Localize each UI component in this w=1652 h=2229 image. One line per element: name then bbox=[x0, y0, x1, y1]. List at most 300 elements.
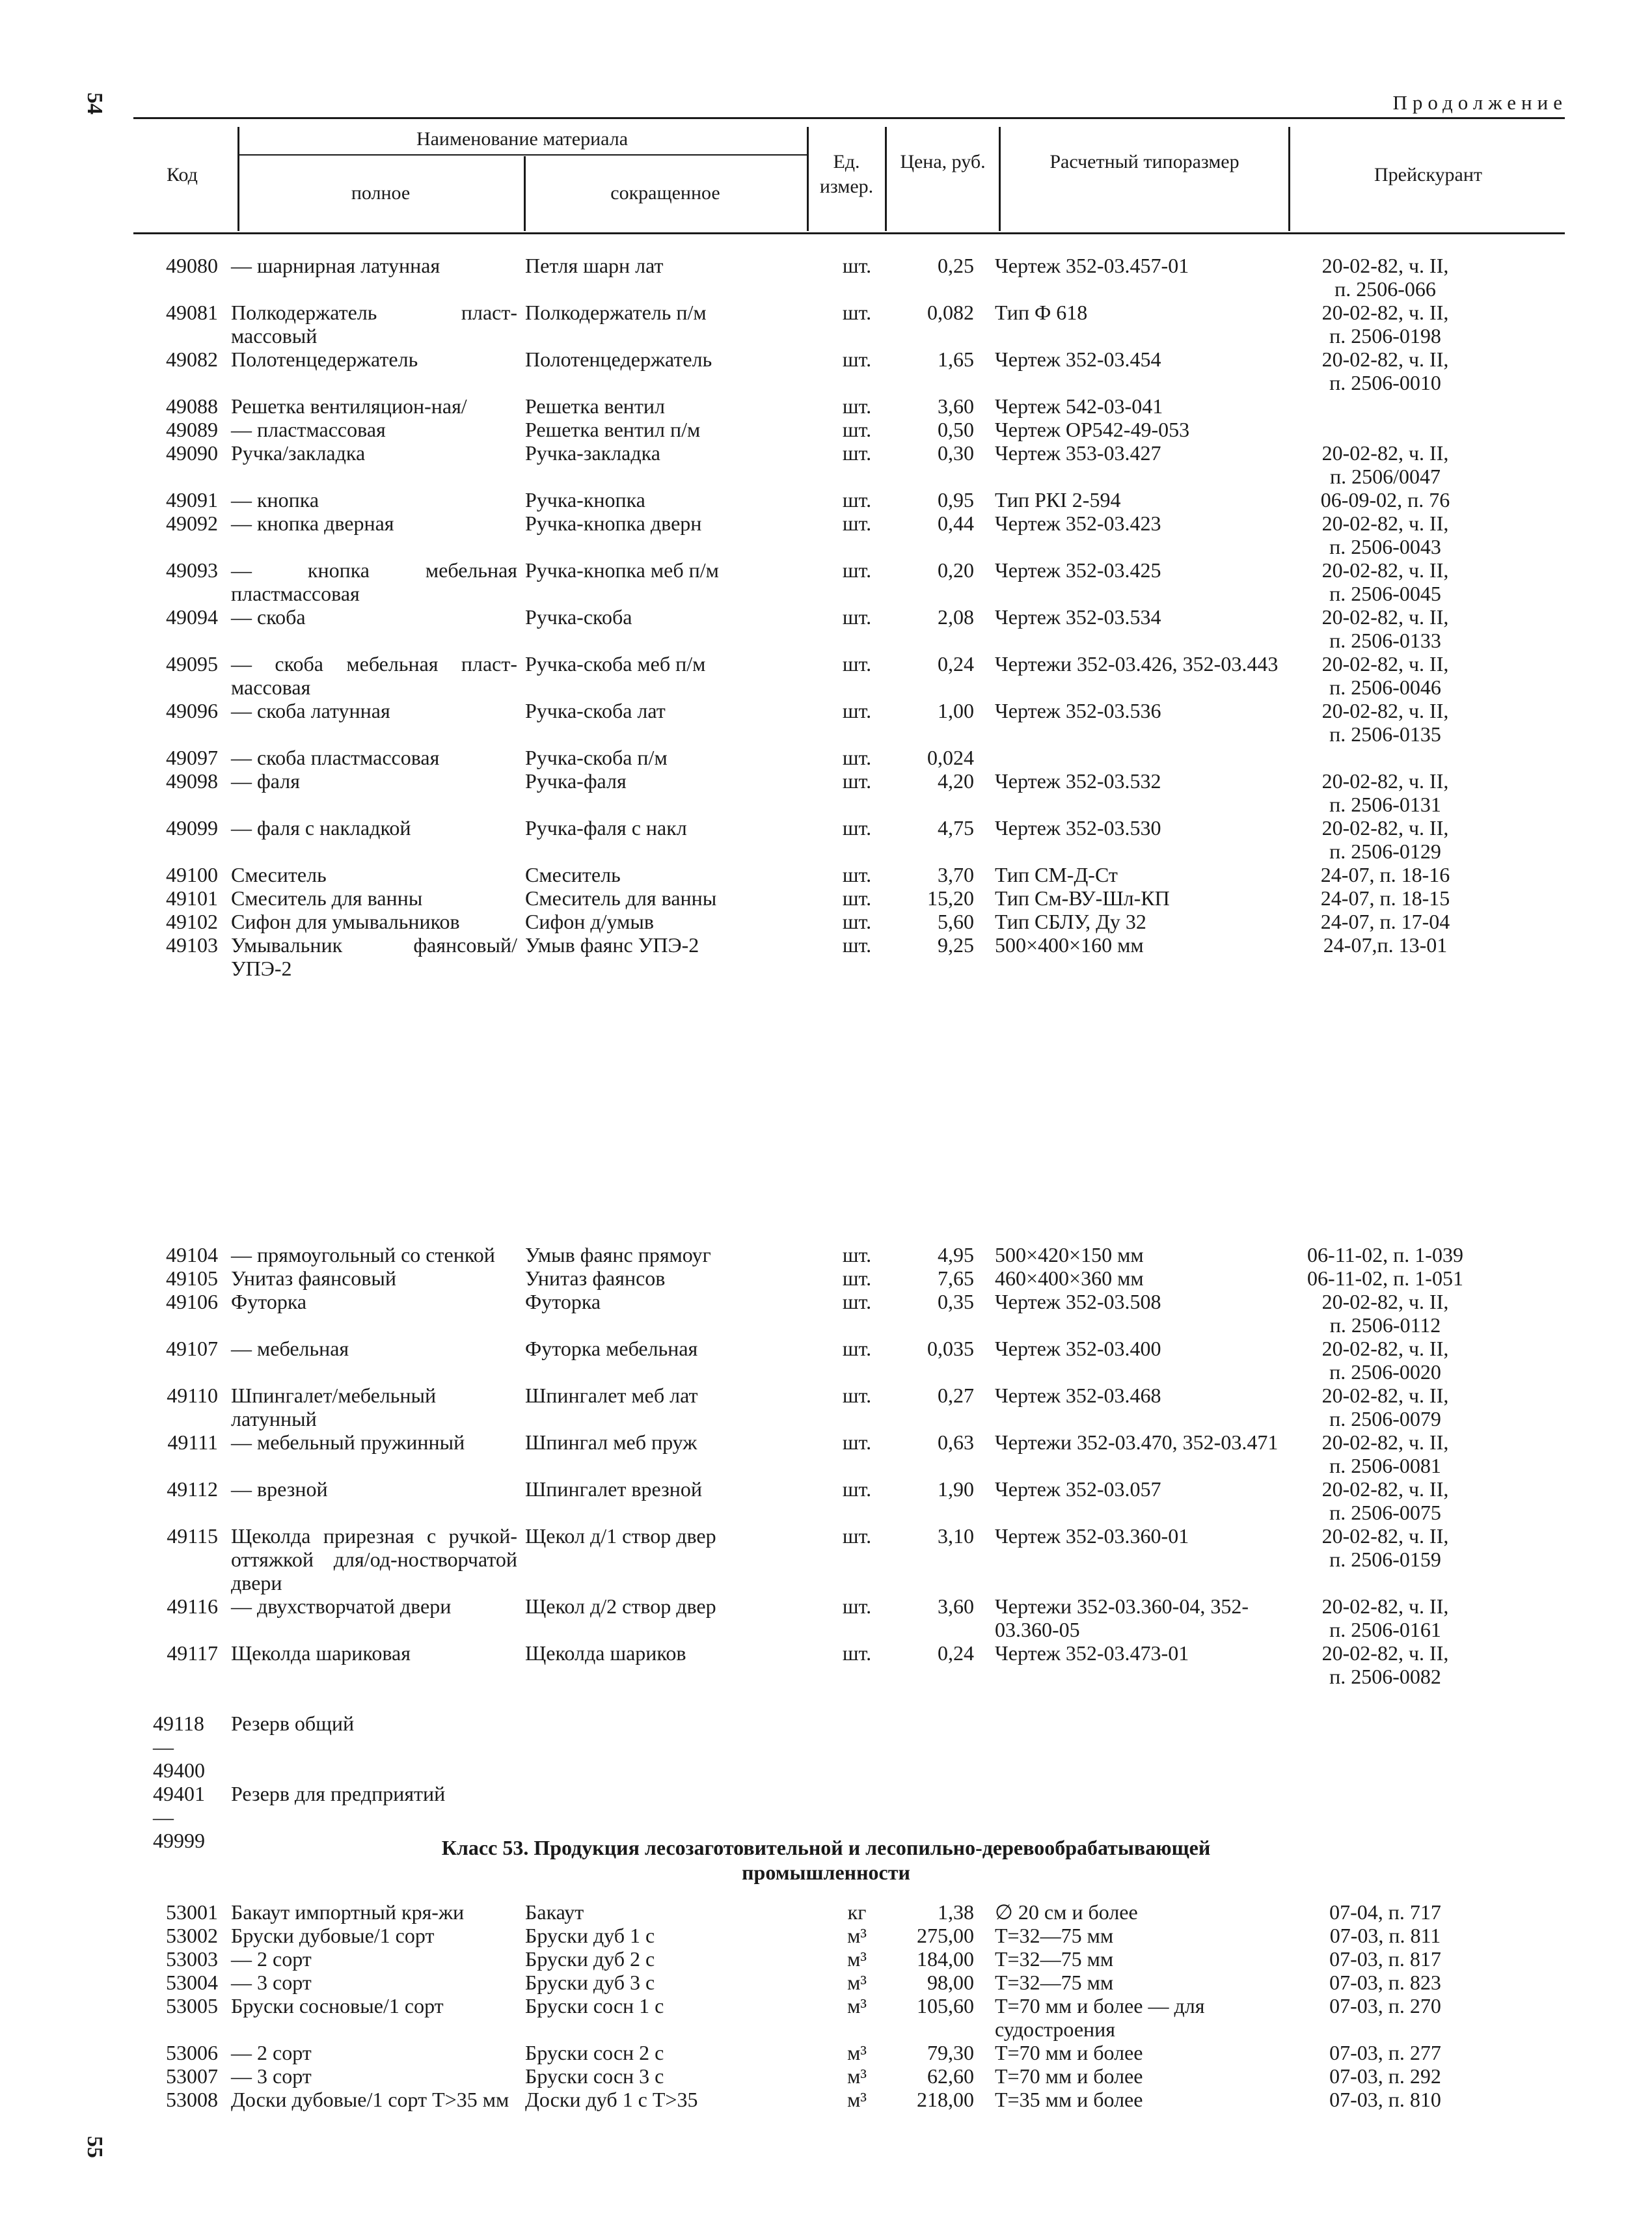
pricelist-cell bbox=[1288, 1337, 1483, 1384]
reserve-row bbox=[133, 1712, 1565, 1758]
full-name-cell: — кнопка bbox=[231, 488, 319, 512]
pricelist-line: 20-02-82, ч. II, bbox=[1321, 769, 1449, 793]
price-cell: 184,00 bbox=[917, 1947, 974, 1971]
table-row bbox=[133, 699, 1565, 746]
short-name-cell: Бруски сосн 3 с bbox=[525, 2064, 664, 2088]
price-cell: 0,95 bbox=[938, 488, 974, 512]
full-name-cell: Шпингалет/мебельный латунный bbox=[231, 1384, 437, 1430]
price-cell: 0,35 bbox=[938, 1290, 974, 1313]
code-cell: 49091 bbox=[166, 488, 218, 512]
reserve-label: Резерв для предприятий bbox=[231, 1782, 446, 1805]
size-cell: Т=32—75 мм bbox=[995, 1971, 1114, 1994]
pricelist-line: 07-03, п. 277 bbox=[1329, 2041, 1441, 2064]
pricelist-cell bbox=[1288, 301, 1483, 348]
pricelist-line: 07-04, п. 717 bbox=[1329, 1900, 1441, 1924]
pricelist-line: 20-02-82, ч. II, bbox=[1321, 816, 1449, 840]
pricelist-line: 24-07,п. 13-01 bbox=[1323, 933, 1448, 957]
full-name-cell: — врезной bbox=[231, 1477, 328, 1501]
code-cell: 49093 bbox=[166, 558, 218, 582]
short-name-cell: Унитаз фаянсов bbox=[525, 1266, 666, 1290]
price-cell: 3,60 bbox=[938, 394, 974, 418]
code-cell: 49082 bbox=[166, 348, 218, 371]
size-cell: Тип СМ-Д-Ст bbox=[995, 863, 1118, 886]
size-cell: Т=70 мм и более bbox=[995, 2064, 1143, 2088]
pricelist-cell bbox=[1288, 488, 1483, 512]
unit-cell: м³ bbox=[847, 1947, 867, 1971]
price-cell: 15,20 bbox=[927, 886, 974, 910]
table-row bbox=[133, 1337, 1565, 1384]
code-cell: 49097 bbox=[166, 746, 218, 769]
unit-cell: шт. bbox=[842, 1430, 872, 1454]
pricelist-cell bbox=[1288, 1290, 1483, 1337]
size-cell: Т=32—75 мм bbox=[995, 1947, 1114, 1971]
unit-cell: шт. bbox=[842, 1266, 872, 1290]
code-cell: 53001 bbox=[166, 1900, 218, 1924]
full-name-cell: — 3 сорт bbox=[231, 1971, 312, 1994]
size-cell: Чертеж 352-03.530 bbox=[995, 816, 1161, 840]
pricelist-cell bbox=[1288, 652, 1483, 699]
size-cell: Чертеж 352-03.457-01 bbox=[995, 254, 1189, 277]
table-row bbox=[133, 746, 1565, 769]
size-cell: Тип См-ВУ-Шл-КП bbox=[995, 886, 1170, 910]
full-name-cell: Доски дубовые/1 сорт Т>35 мм bbox=[231, 2088, 509, 2111]
code-cell: 49080 bbox=[166, 254, 218, 277]
unit-cell: шт. bbox=[842, 1641, 872, 1665]
table-row bbox=[133, 1971, 1565, 1994]
pricelist-line: 24-07, п. 18-15 bbox=[1320, 886, 1450, 910]
full-name-cell: — мебельная bbox=[231, 1337, 349, 1360]
pricelist-line: 07-03, п. 270 bbox=[1329, 1994, 1441, 2017]
price-cell: 98,00 bbox=[927, 1971, 974, 1994]
table-row bbox=[133, 863, 1565, 886]
pricelist-line: 07-03, п. 292 bbox=[1329, 2064, 1441, 2088]
pricelist-line: 20-02-82, ч. II, bbox=[1321, 301, 1449, 324]
size-cell: Тип СБЛУ, Ду 32 bbox=[995, 910, 1146, 933]
price-cell: 0,024 bbox=[927, 746, 974, 769]
short-name-cell: Бруски дуб 2 с bbox=[525, 1947, 655, 1971]
price-cell: 1,00 bbox=[938, 699, 974, 722]
code-cell: 49101 bbox=[166, 886, 218, 910]
pricelist-cell bbox=[1288, 863, 1483, 886]
code-cell: 49092 bbox=[166, 512, 218, 535]
unit-cell: м³ bbox=[847, 1971, 867, 1994]
short-name-cell: Ручка-кнопка меб п/м bbox=[525, 558, 719, 582]
name-group-rule bbox=[237, 154, 807, 156]
short-name-cell: Ручка-фаля с накл bbox=[525, 816, 687, 840]
full-name-cell: — фаля с накладкой bbox=[231, 816, 411, 840]
code-cell: 53002 bbox=[166, 1924, 218, 1947]
pricelist-cell bbox=[1288, 1994, 1483, 2041]
size-cell: Чертеж 352-03.360-01 bbox=[995, 1524, 1189, 1548]
full-name-cell: — скоба bbox=[231, 605, 306, 629]
price-cell: 218,00 bbox=[917, 2088, 974, 2111]
pricelist-cell bbox=[1288, 1641, 1483, 1688]
pricelist-line: 06-11-02, п. 1-051 bbox=[1307, 1266, 1463, 1290]
pricelist-cell bbox=[1288, 886, 1483, 910]
table-section-a bbox=[133, 254, 1565, 980]
pricelist-line: п. 2506-0198 bbox=[1329, 324, 1441, 348]
size-cell: Чертеж 352-03.536 bbox=[995, 699, 1161, 722]
class-title-line2: промышленности bbox=[742, 1861, 910, 1884]
table-row bbox=[133, 886, 1565, 910]
short-name-cell: Щекол д/2 створ двер bbox=[525, 1594, 716, 1618]
size-cell: 460×400×360 мм bbox=[995, 1266, 1144, 1290]
full-name-cell: Ручка/закладка bbox=[231, 441, 366, 465]
short-name-cell: Ручка-закладка bbox=[525, 441, 660, 465]
code-cell: 49098 bbox=[166, 769, 218, 793]
table-row bbox=[133, 910, 1565, 933]
header-divider bbox=[1288, 127, 1290, 231]
pricelist-cell bbox=[1288, 1971, 1483, 1994]
size-cell: Тип Ф 618 bbox=[995, 301, 1088, 324]
price-cell: 0,30 bbox=[938, 441, 974, 465]
pricelist-line: п. 2506-0045 bbox=[1329, 582, 1441, 605]
pricelist-line: 20-02-82, ч. II, bbox=[1321, 699, 1449, 722]
page-number-top: 54 bbox=[83, 92, 107, 115]
short-name-cell: Бруски сосн 1 с bbox=[525, 1994, 664, 2017]
short-name-cell: Решетка вентил bbox=[525, 394, 665, 418]
pricelist-cell bbox=[1288, 558, 1483, 605]
header-code: Код bbox=[167, 164, 198, 185]
full-name-cell: Бруски сосновые/1 сорт bbox=[231, 1994, 444, 2017]
price-cell: 79,30 bbox=[927, 2041, 974, 2064]
unit-cell: шт. bbox=[842, 1243, 872, 1266]
table-row bbox=[133, 933, 1565, 980]
unit-cell: шт. bbox=[842, 769, 872, 793]
table-row bbox=[133, 558, 1565, 605]
table-row bbox=[133, 652, 1565, 699]
code-cell: 49088 bbox=[166, 394, 218, 418]
code-cell: 49095 bbox=[166, 652, 218, 676]
short-name-cell: Бакаут bbox=[525, 1900, 584, 1924]
pricelist-line: 20-02-82, ч. II, bbox=[1321, 1430, 1449, 1454]
short-name-cell: Щеколда шариков bbox=[525, 1641, 686, 1665]
short-name-cell: Умыв фаянс УПЭ-2 bbox=[525, 933, 699, 957]
pricelist-line: 20-02-82, ч. II, bbox=[1321, 1337, 1449, 1360]
size-cell: Чертеж 352-03.057 bbox=[995, 1477, 1161, 1501]
size-cell bbox=[987, 746, 1288, 769]
full-name-cell: Смеситель для ванны bbox=[231, 886, 423, 910]
short-name-cell: Бруски сосн 2 с bbox=[525, 2041, 664, 2064]
pricelist-line: 20-02-82, ч. II, bbox=[1321, 1290, 1449, 1313]
pricelist-line: 24-07, п. 17-04 bbox=[1320, 910, 1450, 933]
reserve-block bbox=[133, 1712, 1565, 1852]
full-name-cell: Сифон для умывальников bbox=[231, 910, 460, 933]
header-divider bbox=[999, 127, 1001, 231]
header-divider bbox=[885, 127, 887, 231]
pricelist-line: 06-11-02, п. 1-039 bbox=[1307, 1243, 1463, 1266]
table-row bbox=[133, 1266, 1565, 1290]
table-row bbox=[133, 2064, 1565, 2088]
size-cell: 500×400×160 мм bbox=[995, 933, 1144, 957]
code-cell: 49094 bbox=[166, 605, 218, 629]
short-name-cell: Ручка-кнопка дверн bbox=[525, 512, 702, 535]
table-row bbox=[133, 394, 1565, 418]
reserve-row bbox=[133, 1782, 1565, 1829]
pricelist-cell bbox=[1288, 605, 1483, 652]
table-row bbox=[133, 301, 1565, 348]
table-section-b bbox=[133, 1243, 1565, 1688]
table-row bbox=[133, 1524, 1565, 1594]
full-name-cell: Решетка вентиляцион-ная/ bbox=[231, 394, 467, 418]
full-name-cell: — скоба мебельная пласт-массовая bbox=[231, 652, 517, 699]
size-cell: Тип РКI 2-594 bbox=[995, 488, 1121, 512]
unit-cell: шт. bbox=[842, 605, 872, 629]
price-cell: 3,60 bbox=[938, 1594, 974, 1618]
header-name-group: Наименование материала bbox=[416, 128, 629, 150]
code-cell: 49089 bbox=[166, 418, 218, 441]
unit-cell: шт. bbox=[842, 933, 872, 957]
size-cell: Т=70 мм и более bbox=[995, 2041, 1143, 2064]
table-row bbox=[133, 605, 1565, 652]
unit-cell: шт. bbox=[842, 348, 872, 371]
table-row bbox=[133, 512, 1565, 558]
pricelist-line: 07-03, п. 823 bbox=[1329, 1971, 1441, 1994]
code-cell: 49107 bbox=[166, 1337, 218, 1360]
short-name-cell: Бруски дуб 1 с bbox=[525, 1924, 655, 1947]
price-cell: 0,24 bbox=[938, 652, 974, 676]
full-name-cell: — скоба пластмассовая bbox=[231, 746, 440, 769]
size-cell: Чертеж 352-03.534 bbox=[995, 605, 1161, 629]
price-cell: 62,60 bbox=[927, 2064, 974, 2088]
price-cell: 0,44 bbox=[938, 512, 974, 535]
size-cell: Чертеж 353-03.427 bbox=[995, 441, 1161, 465]
full-name-cell: — 2 сорт bbox=[231, 1947, 312, 1971]
price-cell: 0,50 bbox=[938, 418, 974, 441]
code-cell: 49106 bbox=[166, 1290, 218, 1313]
table-row bbox=[133, 1994, 1565, 2041]
pricelist-cell bbox=[1288, 254, 1483, 301]
pricelist-line: 20-02-82, ч. II, bbox=[1321, 1477, 1449, 1501]
pricelist-line: 20-02-82, ч. II, bbox=[1321, 605, 1449, 629]
pricelist-line: 20-02-82, ч. II, bbox=[1321, 348, 1449, 371]
unit-cell: шт. bbox=[842, 488, 872, 512]
full-name-cell: — прямоугольный со стенкой bbox=[231, 1243, 495, 1266]
table-row bbox=[133, 1243, 1565, 1266]
table-row bbox=[133, 2088, 1565, 2111]
header-divider bbox=[807, 127, 809, 231]
unit-cell: шт. bbox=[842, 254, 872, 277]
pricelist-line: 20-02-82, ч. II, bbox=[1321, 1594, 1449, 1618]
header-bottom-rule bbox=[133, 232, 1565, 234]
table-row bbox=[133, 1430, 1565, 1477]
pricelist-line: п. 2506-0135 bbox=[1329, 722, 1441, 746]
code-cell: 53007 bbox=[166, 2064, 218, 2088]
size-cell: Чертежи 352-03.360-04, 352-03.360-05 bbox=[995, 1594, 1249, 1641]
size-cell: Чертеж 352-03.532 bbox=[995, 769, 1161, 793]
size-cell: Чертежи 352-03.426, 352-03.443 bbox=[995, 652, 1279, 676]
full-name-cell: Полкодержатель пласт-массовый bbox=[231, 301, 517, 348]
full-name-cell: — кнопка мебельная пластмассовая bbox=[231, 558, 517, 605]
code-cell: 49081 bbox=[166, 301, 218, 324]
code-cell: 49103 bbox=[166, 933, 218, 957]
pricelist-line: п. 2506-0129 bbox=[1329, 840, 1441, 863]
price-cell: 1,65 bbox=[938, 348, 974, 371]
pricelist-cell bbox=[1288, 1266, 1483, 1290]
pricelist-line: п. 2506-0079 bbox=[1329, 1407, 1441, 1430]
full-name-cell: — 3 сорт bbox=[231, 2064, 312, 2088]
code-cell: 49117 bbox=[167, 1641, 218, 1665]
price-cell: 5,60 bbox=[938, 910, 974, 933]
price-cell: 4,95 bbox=[938, 1243, 974, 1266]
price-cell: 0,035 bbox=[927, 1337, 974, 1360]
unit-cell: шт. bbox=[842, 441, 872, 465]
pricelist-cell bbox=[1288, 1924, 1483, 1947]
full-name-cell: Футорка bbox=[231, 1290, 307, 1313]
short-name-cell: Ручка-фаля bbox=[525, 769, 627, 793]
reserve-code: 49401— bbox=[153, 1782, 205, 1829]
size-cell: Чертежи 352-03.470, 352-03.471 bbox=[995, 1430, 1279, 1454]
full-name-cell: Бруски дубовые/1 сорт bbox=[231, 1924, 435, 1947]
short-name-cell: Смеситель для ванны bbox=[525, 886, 717, 910]
price-cell: 0,63 bbox=[938, 1430, 974, 1454]
pricelist-line: п. 2506-0010 bbox=[1329, 371, 1441, 394]
continuation-label: Продолжение bbox=[1392, 91, 1567, 114]
pricelist-line: п. 2506-0075 bbox=[1329, 1501, 1441, 1524]
price-cell: 4,20 bbox=[938, 769, 974, 793]
code-cell: 49111 bbox=[167, 1430, 218, 1454]
short-name-cell: Футорка bbox=[525, 1290, 601, 1313]
unit-cell: шт. bbox=[842, 699, 872, 722]
pricelist-cell bbox=[1288, 933, 1483, 980]
pricelist-line: 07-03, п. 810 bbox=[1329, 2088, 1441, 2111]
price-cell: 0,082 bbox=[927, 301, 974, 324]
size-cell: Чертеж 352-03.508 bbox=[995, 1290, 1161, 1313]
code-cell: 53004 bbox=[166, 1971, 218, 1994]
pricelist-line: 20-02-82, ч. II, bbox=[1321, 1524, 1449, 1548]
pricelist-cell bbox=[1288, 418, 1483, 441]
short-name-cell: Футорка мебельная bbox=[525, 1337, 698, 1360]
short-name-cell: Смеситель bbox=[525, 863, 621, 886]
class-title-line1: Класс 53. Продукция лесозаготовительной и лесопильно-деревообрабатывающей bbox=[441, 1836, 1211, 1859]
size-cell: Чертеж 352-03.425 bbox=[995, 558, 1161, 582]
table-row bbox=[133, 488, 1565, 512]
unit-cell: шт. bbox=[842, 1337, 872, 1360]
pricelist-line: 20-02-82, ч. II, bbox=[1321, 441, 1449, 465]
full-name-cell: Бакаут импортный кря-жи bbox=[231, 1900, 465, 1924]
pricelist-cell bbox=[1288, 816, 1483, 863]
short-name-cell: Щекол д/1 створ двер bbox=[525, 1524, 716, 1548]
size-cell: ∅ 20 см и более bbox=[995, 1900, 1138, 1924]
price-cell: 3,70 bbox=[938, 863, 974, 886]
table-row bbox=[133, 2041, 1565, 2064]
full-name-cell: Щеколда шариковая bbox=[231, 1641, 411, 1665]
unit-cell: шт. bbox=[842, 1477, 872, 1501]
header-top-rule bbox=[133, 117, 1565, 119]
reserve-code-end: 49400 bbox=[153, 1758, 205, 1782]
pricelist-cell bbox=[1288, 1900, 1483, 1924]
pricelist-cell bbox=[1288, 1594, 1483, 1641]
pricelist-cell bbox=[1288, 1430, 1483, 1477]
unit-cell: шт. bbox=[842, 652, 872, 676]
full-name-cell: — пластмассовая bbox=[231, 418, 386, 441]
price-cell: 0,20 bbox=[938, 558, 974, 582]
unit-cell: шт. bbox=[842, 910, 872, 933]
size-cell: Т=32—75 мм bbox=[995, 1924, 1114, 1947]
full-name-cell: Смеситель bbox=[231, 863, 327, 886]
price-cell: 1,90 bbox=[938, 1477, 974, 1501]
table-row bbox=[133, 441, 1565, 488]
full-name-cell: — фаля bbox=[231, 769, 300, 793]
pricelist-cell bbox=[1288, 2088, 1483, 2111]
unit-cell: шт. bbox=[842, 1384, 872, 1407]
full-name-cell: — скоба латунная bbox=[231, 699, 390, 722]
short-name-cell: Петля шарн лат bbox=[525, 254, 664, 277]
unit-cell: кг bbox=[847, 1900, 867, 1924]
full-name-cell: — мебельный пружинный bbox=[231, 1430, 465, 1454]
code-cell: 49100 bbox=[166, 863, 218, 886]
pricelist-cell bbox=[1288, 1477, 1483, 1524]
code-cell: 49102 bbox=[166, 910, 218, 933]
size-cell: Чертеж 542-03-041 bbox=[995, 394, 1163, 418]
code-cell: 49116 bbox=[167, 1594, 218, 1618]
pricelist-line: 24-07, п. 18-16 bbox=[1320, 863, 1450, 886]
price-cell: 0,25 bbox=[938, 254, 974, 277]
size-cell: Чертеж 352-03.400 bbox=[995, 1337, 1161, 1360]
pricelist-cell bbox=[1288, 1243, 1483, 1266]
price-cell: 3,10 bbox=[938, 1524, 974, 1548]
size-cell: Чертеж 352-03.423 bbox=[995, 512, 1161, 535]
code-cell: 53006 bbox=[166, 2041, 218, 2064]
header-short: сокращенное bbox=[610, 182, 720, 204]
pricelist-line: п. 2506-0131 bbox=[1329, 793, 1441, 816]
short-name-cell: Ручка-скоба лат bbox=[525, 699, 666, 722]
pricelist-cell bbox=[1288, 348, 1483, 394]
short-name-cell: Шпингалет меб лат bbox=[525, 1384, 698, 1407]
short-name-cell: Ручка-скоба меб п/м bbox=[525, 652, 706, 676]
pricelist-cell bbox=[1288, 2064, 1483, 2088]
pricelist-line: 07-03, п. 811 bbox=[1329, 1924, 1441, 1947]
pricelist-cell bbox=[1288, 1947, 1483, 1971]
code-cell: 49112 bbox=[167, 1477, 218, 1501]
unit-cell: м³ bbox=[847, 1924, 867, 1947]
unit-cell: шт. bbox=[842, 746, 872, 769]
pricelist-cell bbox=[1288, 1524, 1483, 1594]
pricelist-line: 20-02-82, ч. II, bbox=[1321, 1384, 1449, 1407]
pricelist-line: 20-02-82, ч. II, bbox=[1321, 254, 1449, 277]
full-name-cell: — шарнирная латунная bbox=[231, 254, 440, 277]
reserve-row-end bbox=[133, 1758, 1565, 1782]
pricelist-cell bbox=[1288, 746, 1483, 769]
pricelist-cell bbox=[1288, 910, 1483, 933]
unit-cell: шт. bbox=[842, 816, 872, 840]
table-row bbox=[133, 1594, 1565, 1641]
header-full: полное bbox=[351, 182, 411, 204]
pricelist-line: п. 2506/0047 bbox=[1329, 465, 1441, 488]
table-row bbox=[133, 1924, 1565, 1947]
pricelist-cell bbox=[1288, 512, 1483, 558]
table-row bbox=[133, 1477, 1565, 1524]
pricelist-line: п. 2506-066 bbox=[1334, 277, 1436, 301]
reserve-code: 49118— bbox=[153, 1712, 204, 1758]
full-name-cell: — 2 сорт bbox=[231, 2041, 312, 2064]
unit-cell: шт. bbox=[842, 394, 872, 418]
code-cell: 53003 bbox=[166, 1947, 218, 1971]
price-cell: 2,08 bbox=[938, 605, 974, 629]
price-cell: 105,60 bbox=[917, 1994, 974, 2017]
table-row bbox=[133, 1900, 1565, 1924]
short-name-cell: Шпингалет врезной bbox=[525, 1477, 703, 1501]
unit-cell: м³ bbox=[847, 2064, 867, 2088]
code-cell: 49090 bbox=[166, 441, 218, 465]
code-cell: 49096 bbox=[166, 699, 218, 722]
short-name-cell: Полотенцедержатель bbox=[525, 348, 712, 371]
reserve-label: Резерв общий bbox=[231, 1712, 355, 1735]
pricelist-line: п. 2506-0161 bbox=[1329, 1618, 1441, 1641]
unit-cell: шт. bbox=[842, 1290, 872, 1313]
code-cell: 49105 bbox=[166, 1266, 218, 1290]
pricelist-line: п. 2506-0081 bbox=[1329, 1454, 1441, 1477]
